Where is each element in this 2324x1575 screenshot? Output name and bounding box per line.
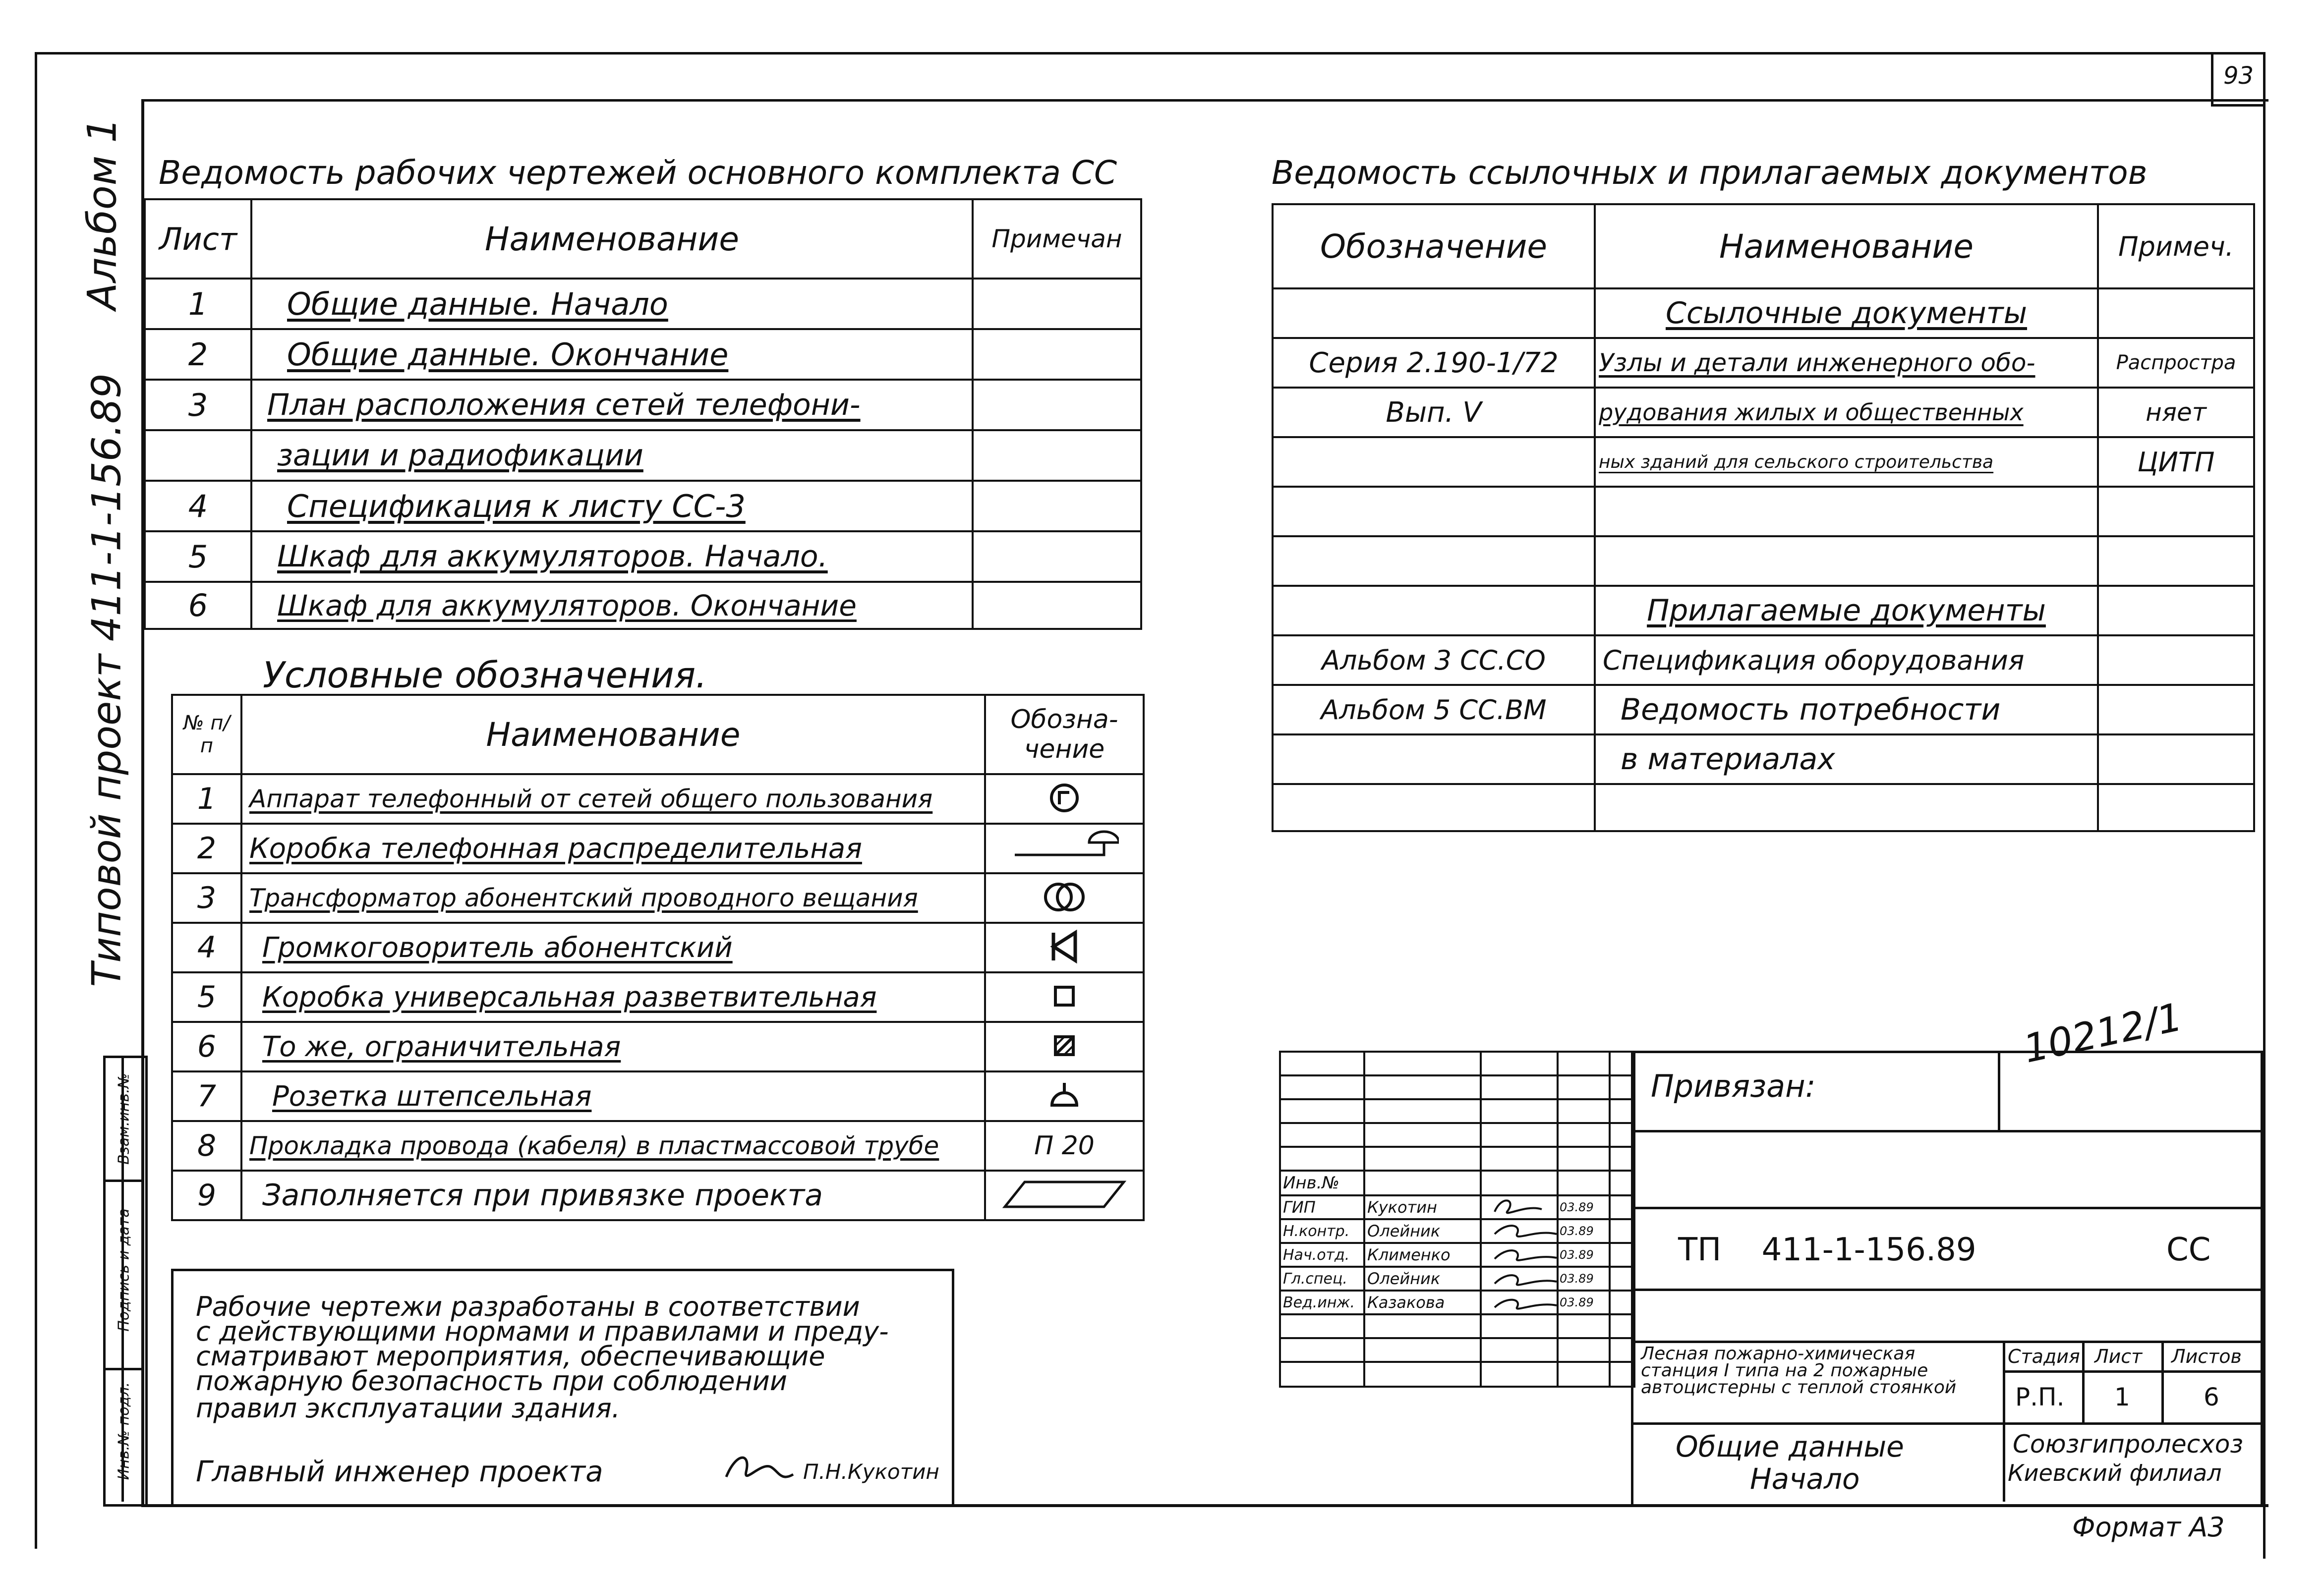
tb-vline-sheet — [2161, 1341, 2164, 1422]
distribution-box-symbol-icon — [985, 824, 1144, 873]
notes-line-3: сматривают мероприятия, обеспечивающие — [196, 1341, 825, 1372]
junction-box-symbol-icon — [985, 972, 1144, 1022]
refs-note — [2098, 586, 2254, 635]
role-cell: Вед.инж. — [1280, 1291, 1364, 1314]
paper-format: Формат А3 — [2072, 1512, 2225, 1543]
table-row — [1273, 586, 1595, 635]
role-cell: Гл.спец. — [1280, 1267, 1364, 1291]
table-row: Вып. V — [1273, 388, 1595, 437]
person-name: Казакова — [1364, 1291, 1481, 1314]
table-row: 9 — [172, 1171, 241, 1220]
sheet-value: 1 — [2114, 1383, 2130, 1411]
role-cell: ГИП — [1280, 1195, 1364, 1219]
legend-header-name: Наименование — [241, 695, 985, 774]
legend-name: То же, ограничительная — [241, 1022, 985, 1071]
table-row — [1273, 288, 1595, 338]
sheets-list-table — [144, 198, 1142, 630]
sheet-name: Общие данные. Начало — [251, 279, 973, 329]
sheets-header-sheet: Лист — [145, 199, 251, 279]
tb-line-4 — [1631, 1341, 2261, 1343]
sheet-label: Лист — [2094, 1346, 2143, 1367]
sheet-note — [973, 430, 1141, 481]
legend-table — [171, 694, 1145, 1221]
legend-header-symbol: Обозна- чение — [985, 695, 1144, 774]
table-row: 1 — [172, 774, 241, 824]
stamp-signature-date: Подпись и дата — [115, 1208, 133, 1332]
tb-vline-obj — [2003, 1341, 2005, 1502]
sheet-note — [973, 582, 1141, 629]
refs-name — [1595, 536, 2098, 586]
refs-header-designation: Обозначение — [1273, 204, 1595, 288]
table-row — [1273, 437, 1595, 487]
refs-note — [2098, 487, 2254, 536]
table-row — [145, 430, 251, 481]
inv-label: Инв.№ — [1280, 1171, 1364, 1195]
notes-line-5: правил эксплуатации здания. — [196, 1393, 620, 1424]
table-row — [1273, 487, 1595, 536]
table-row: 6 — [145, 582, 251, 629]
signatures-scribbles — [1487, 1194, 1567, 1318]
table-row: 8 — [172, 1121, 241, 1171]
sheet-name: Шкаф для аккумуляторов. Окончание — [251, 582, 973, 629]
person-name: Олейник — [1364, 1219, 1481, 1243]
legend-title: Условные обозначения. — [263, 654, 707, 696]
outer-frame-left — [35, 52, 37, 1549]
person-name: Олейник — [1364, 1267, 1481, 1291]
transformer-symbol-icon — [985, 873, 1144, 923]
stamp-number: 10212/1 — [2020, 995, 2186, 1072]
page-number: 93 — [2223, 62, 2254, 90]
sheet-note — [973, 279, 1141, 329]
sheets-label: Листов — [2171, 1346, 2242, 1367]
chief-engineer-label: Главный инженер проекта — [196, 1455, 603, 1488]
refs-name: Ссылочные документы — [1595, 288, 2098, 338]
legend-name: Заполняется при привязке проекта — [241, 1171, 985, 1220]
person-name: Клименко — [1364, 1243, 1481, 1267]
telephone-symbol-icon — [985, 774, 1144, 824]
table-row: 4 — [145, 481, 251, 531]
table-row: 5 — [145, 531, 251, 582]
refs-name: Узлы и детали инженерного обо- — [1595, 338, 2098, 388]
chief-engineer-signature — [721, 1447, 796, 1492]
table-row: 4 — [172, 923, 241, 972]
tb-line-5 — [1631, 1422, 2261, 1425]
legend-header-number: № п/п — [172, 695, 241, 774]
refs-note — [2098, 784, 2254, 831]
refs-table — [1272, 203, 2255, 832]
project-code-vertical: Типовой проект 411-1-156.89 — [83, 373, 130, 987]
notes-line-1: Рабочие чертежи разработаны в соответствии — [196, 1291, 860, 1322]
loudspeaker-symbol-icon — [985, 923, 1144, 972]
legend-name: Громкоговоритель абонентский — [241, 923, 985, 972]
refs-header-name: Наименование — [1595, 204, 2098, 288]
signatures-table — [1279, 1051, 1635, 1388]
sheet-note — [973, 380, 1141, 430]
sheet-name: Шкаф для аккумуляторов. Начало. — [251, 531, 973, 582]
tb-line-3 — [1631, 1289, 2261, 1291]
refs-name: ных зданий для сельского строительства — [1595, 437, 2098, 487]
refs-note: ЦИТП — [2098, 437, 2254, 487]
legend-name: Коробка универсальная разветвительная — [241, 972, 985, 1022]
table-row: 2 — [145, 329, 251, 380]
tb-line-1 — [1631, 1130, 2261, 1132]
person-date: 03.89 — [1558, 1267, 1610, 1291]
sheets-value: 6 — [2204, 1383, 2219, 1411]
table-row: 7 — [172, 1071, 241, 1121]
table-row — [1273, 734, 1595, 784]
sheet-note — [973, 531, 1141, 582]
refs-note: Распростра — [2098, 338, 2254, 388]
parallelogram-symbol-icon — [985, 1171, 1144, 1220]
org-name-1: Союзгипролесхоз — [2013, 1430, 2243, 1459]
refs-name: в материалах — [1595, 734, 2098, 784]
tb-vline-bound — [1998, 1051, 2000, 1130]
refs-note: няет — [2098, 388, 2254, 437]
sheet-name: Общие данные. Окончание — [251, 329, 973, 380]
person-name: Кукотин — [1364, 1195, 1481, 1219]
person-date: 03.89 — [1558, 1291, 1610, 1314]
tb-line-stage — [2003, 1370, 2261, 1373]
refs-note — [2098, 685, 2254, 734]
table-row: 3 — [172, 873, 241, 923]
stamp-inv: Инв.№ подл. — [115, 1382, 133, 1480]
stage-value: Р.П. — [2015, 1383, 2065, 1411]
object-name: Лесная пожарно-химическая станция I типа на 2 пожарные автоцистерны с теплой стоянкой — [1641, 1344, 1957, 1398]
tb-vline-stage — [2082, 1341, 2085, 1422]
legend-name: Коробка телефонная распределительная — [241, 824, 985, 873]
sheets-header-note: Примечан — [973, 199, 1141, 279]
sheets-list-title: Ведомость рабочих чертежей основного комплекта СС — [159, 154, 1117, 192]
refs-name: рудования жилых и общественных — [1595, 388, 2098, 437]
notes-line-4: пожарную безопасность при соблюдении — [196, 1365, 787, 1397]
doc-title-1: Общие данные — [1676, 1430, 1904, 1463]
refs-header-note: Примеч. — [2098, 204, 2254, 288]
doc-title-2: Начало — [1750, 1462, 1860, 1496]
project-mark: СС — [2166, 1232, 2211, 1268]
outer-frame-top — [35, 52, 2266, 55]
legend-name: Трансформатор абонентский проводного вещания — [241, 873, 985, 923]
tb-line-2 — [1631, 1207, 2261, 1209]
sheet-note — [973, 481, 1141, 531]
refs-title: Ведомость ссылочных и прилагаемых документов — [1272, 154, 2148, 192]
person-date: 03.89 — [1558, 1219, 1610, 1243]
project-code: ТП 411-1-156.89 — [1678, 1232, 1976, 1268]
sheet-name: План расположения сетей телефони- — [251, 380, 973, 430]
role-cell: Н.контр. — [1280, 1219, 1364, 1243]
refs-name: Прилагаемые документы — [1595, 586, 2098, 635]
table-row: Серия 2.190-1/72 — [1273, 338, 1595, 388]
person-date: 03.89 — [1558, 1243, 1610, 1267]
table-row: Альбом 3 СС.СО — [1273, 635, 1595, 685]
legend-name: Розетка штепсельная — [241, 1071, 985, 1121]
sheets-header-name: Наименование — [251, 199, 973, 279]
table-row — [1273, 784, 1595, 831]
refs-note — [2098, 635, 2254, 685]
limiting-box-symbol-icon — [985, 1022, 1144, 1071]
refs-note — [2098, 734, 2254, 784]
legend-name: Аппарат телефонный от сетей общего пользования — [241, 774, 985, 824]
refs-name: Спецификация оборудования — [1595, 635, 2098, 685]
sheet-name: зации и радиофикации — [251, 430, 973, 481]
legend-name: Прокладка провода (кабеля) в пластмассовой трубе — [241, 1121, 985, 1171]
album-label: Альбом 1 — [79, 117, 125, 310]
socket-symbol-icon — [985, 1071, 1144, 1121]
stage-label: Стадия — [2008, 1346, 2080, 1367]
table-row — [1273, 536, 1595, 586]
table-row: 2 — [172, 824, 241, 873]
pipe-symbol: П 20 — [985, 1121, 1144, 1171]
refs-name: Ведомость потребности — [1595, 685, 2098, 734]
chief-engineer-name: П.Н.Кукотин — [803, 1460, 939, 1484]
stamp-replacement: Взам.инв.№ — [115, 1073, 133, 1165]
org-name-2: Киевский филиал — [2008, 1460, 2222, 1486]
person-date: 03.89 — [1558, 1195, 1610, 1219]
sheet-name: Спецификация к листу СС-3 — [251, 481, 973, 531]
table-row: Альбом 5 СС.ВМ — [1273, 685, 1595, 734]
table-row: 6 — [172, 1022, 241, 1071]
table-row: 1 — [145, 279, 251, 329]
refs-name — [1595, 487, 2098, 536]
notes-line-2: с действующими нормами и правилами и преду- — [196, 1316, 889, 1347]
refs-note — [2098, 536, 2254, 586]
bound-label: Привязан: — [1651, 1068, 1816, 1104]
table-row: 3 — [145, 380, 251, 430]
table-row: 5 — [172, 972, 241, 1022]
refs-name — [1595, 784, 2098, 831]
role-cell: Нач.отд. — [1280, 1243, 1364, 1267]
sheet-note — [973, 329, 1141, 380]
refs-note — [2098, 288, 2254, 338]
